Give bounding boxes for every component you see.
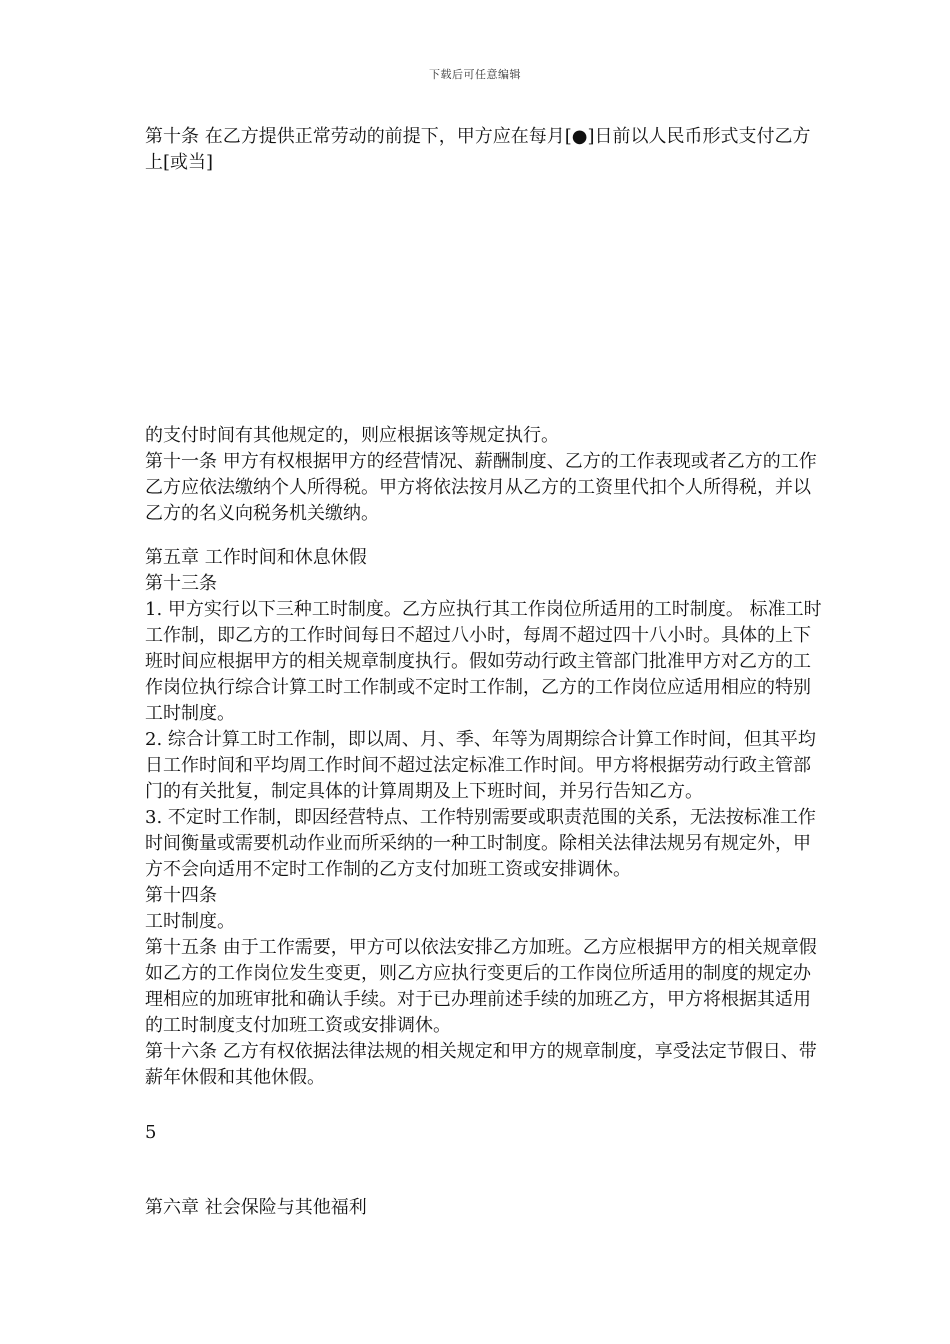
article-10-block (145, 124, 825, 176)
article-16: 第十六条 乙方有权依据法律法规的相关规定和甲方的规章制度，享受法定节假日、带薪年休假和其他休假。 (145, 1041, 817, 1088)
chapter-5-heading: 第五章 工作时间和休息休假 (145, 547, 367, 568)
article-15: 第十五条 由于工作需要，甲方可以依法安排乙方加班。乙方应根据甲方的相关规章假如乙方的工作岗位发生变更，则乙方应执行变更后的工作岗位所适用的制度的规定办理相应的加班审批和确认手续。对于已办理前述手续的加班乙方，甲方将根据其适用的工时制度支付加班工资或安排调休。 (145, 937, 817, 1036)
article-13-item-1: 1. 甲方实行以下三种工时制度。乙方应执行其工作岗位所适用的工时制度。 标准工时工作制，即乙方的工作时间每日不超过八小时，每周不超过四十八小时。具体的上下班时间应根据甲方的相关规章制度执行。假如劳动行政主管部门批准甲方对乙方的工作岗位执行综合计算工时工作制或不定时工作制，乙方的工作岗位应适用相应的特别工时制度。 (145, 599, 822, 724)
chapter-6-heading: 第六章 社会保险与其他福利 (145, 1197, 367, 1218)
article-10: 第十条 在乙方提供正常劳动的前提下，甲方应在每月[●]日前以人民币形式支付乙方上[或当] (145, 126, 811, 173)
article-14-heading: 第十四条 (145, 885, 217, 906)
article-13-item-3: 3. 不定时工作制，即因经营特点、工作特别需要或职责范围的关系，无法按标准工作时间衡量或需要机动作业而所采纳的一种工时制度。除相关法律法规另有规定外，甲方不会向适用不定时工作制的乙方支付加班工资或安排调休。 (145, 807, 816, 880)
chapter-5-section (145, 545, 825, 1091)
article-11-block (145, 423, 825, 527)
article-14-text: 工时制度。 (145, 911, 235, 932)
article-10-continuation: 的支付时间有其他规定的，则应根据该等规定执行。 (145, 425, 559, 446)
article-11: 第十一条 甲方有权根据甲方的经营情况、薪酬制度、乙方的工作表现或者乙方的工作乙方应依法缴纳个人所得税。甲方将依法按月从乙方的工资里代扣个人所得税，并以乙方的名义向税务机关缴纳。 (145, 451, 817, 524)
article-13-heading: 第十三条 (145, 573, 217, 594)
article-13-item-2: 2. 综合计算工时工作制，即以周、月、季、年等为周期综合计算工作时间，但其平均日工作时间和平均周工作时间不超过法定标准工作时间。甲方将根据劳动行政主管部门的有关批复，制定具体的计算周期及上下班时间，并另行告知乙方。 (145, 729, 816, 802)
page-header-note: 下载后可任意编辑 (429, 68, 521, 81)
page-number: 5 (145, 1122, 157, 1143)
